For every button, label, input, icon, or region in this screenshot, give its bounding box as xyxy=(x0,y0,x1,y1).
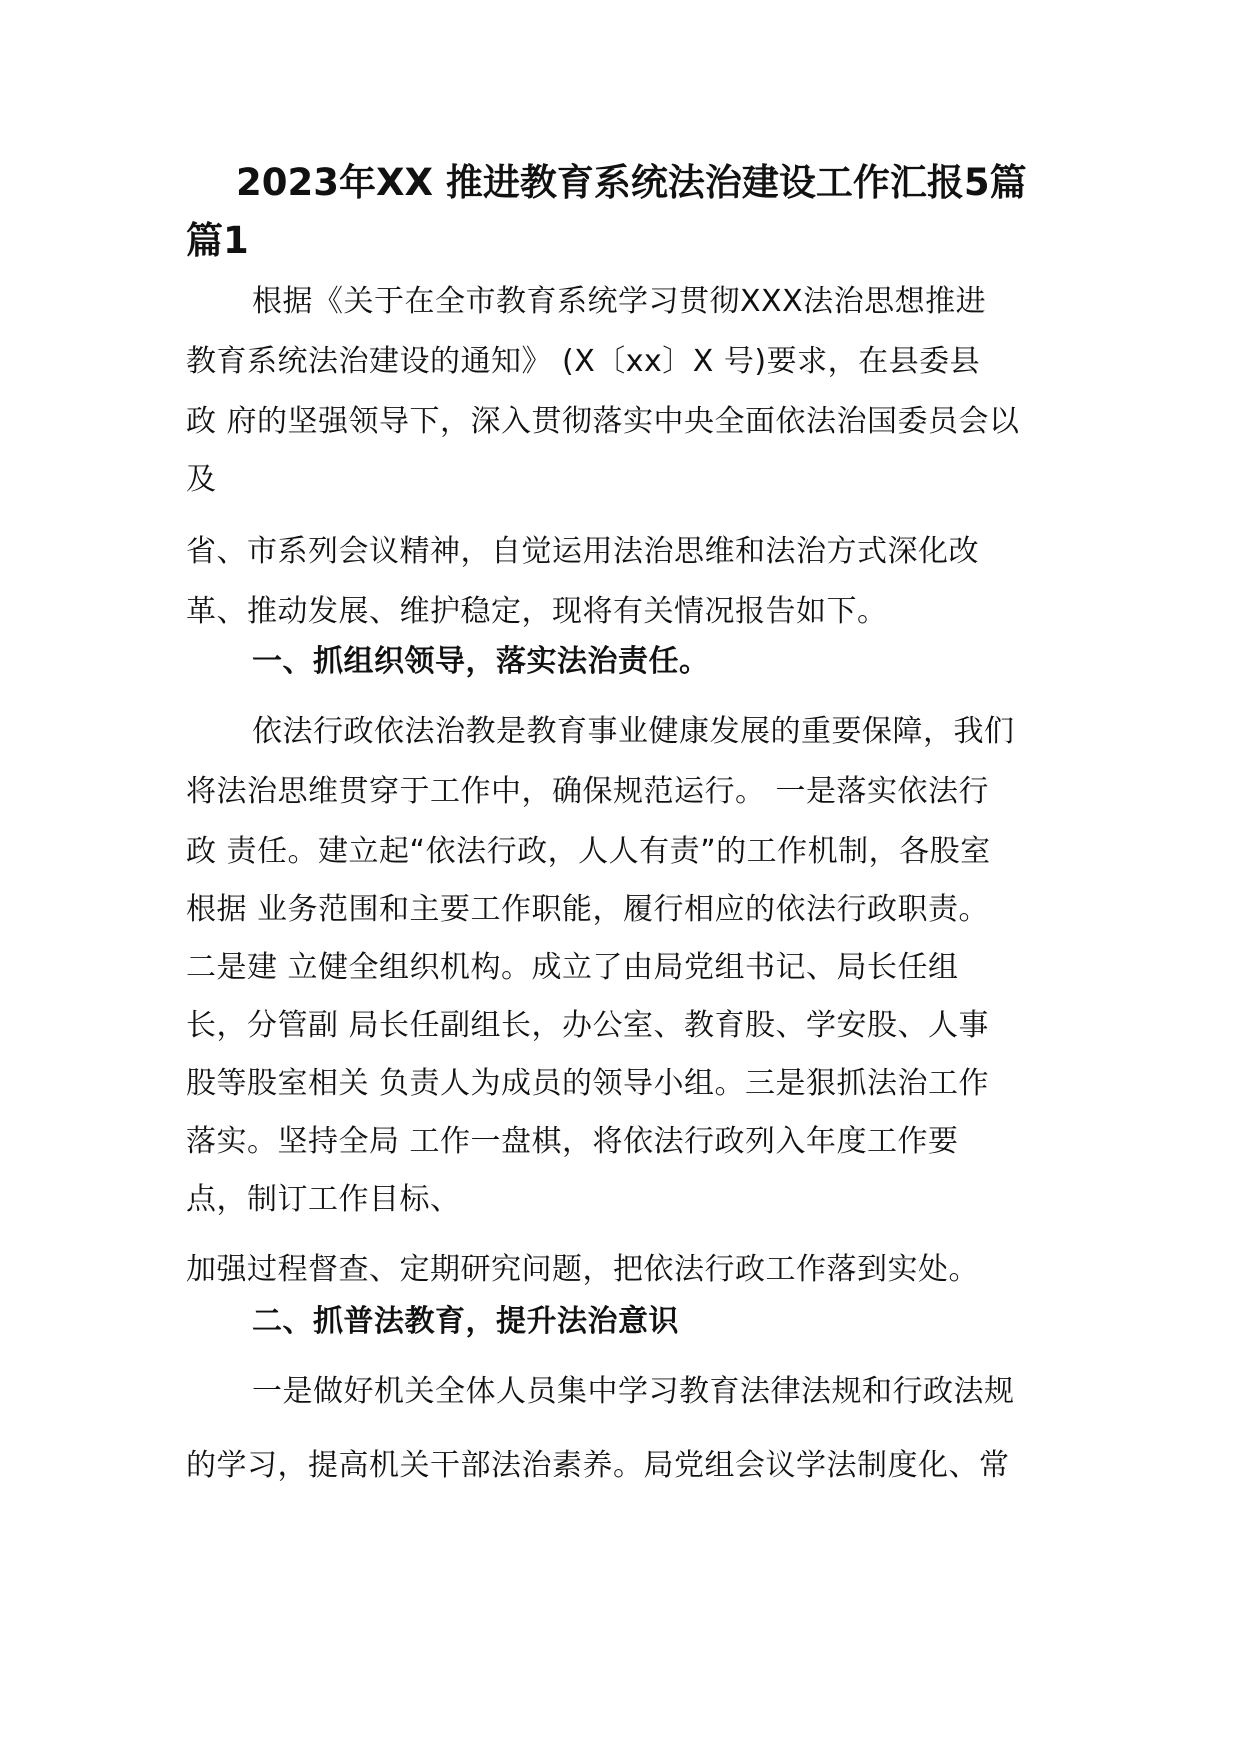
body-line-6: 革、推动发展、维护稳定，现将有关情况报告如下。 xyxy=(186,594,888,629)
body-line-1: 根据《关于在全市教育系统学习贯彻XXX法治思想推进 xyxy=(252,284,987,319)
section-label-part1: 篇1 xyxy=(186,219,249,262)
body-line-14: 股等股室相关 负责人为成员的领导小组。三是狠抓法治工作 xyxy=(186,1066,990,1101)
section-heading-1: 一、抓组织领导，落实法治责任。 xyxy=(252,644,710,679)
body-line-4: 及 xyxy=(186,462,217,497)
body-line-17: 加强过程督查、定期研究问题，把依法行政工作落到实处。 xyxy=(186,1252,979,1287)
body-line-15: 落实。坚持全局 工作一盘棋，将依法行政列入年度工作要 xyxy=(186,1124,959,1159)
body-line-16: 点，制订工作目标、 xyxy=(186,1182,461,1217)
body-line-5: 省、市系列会议精神，自觉运用法治思维和法治方式深化改 xyxy=(186,534,979,569)
body-line-2: 教育系统法治建设的通知》 (X〔xx〕X 号)要求，在县委县 xyxy=(186,344,981,379)
body-line-10: 政 责任。建立起“依法行政，人人有责”的工作机制，各股室 xyxy=(186,834,991,869)
body-line-19: 一是做好机关全体人员集中学习教育法律法规和行政法规 xyxy=(252,1374,1015,1409)
body-line-11: 根据 业务范围和主要工作职能，履行相应的依法行政职责。 xyxy=(186,892,990,927)
body-line-13: 长，分管副 局长任副组长，办公室、教育股、学安股、人事 xyxy=(186,1008,990,1043)
body-line-12: 二是建 立健全组织机构。成立了由局党组书记、局长任组 xyxy=(186,950,959,985)
section-heading-2: 二、抓普法教育，提升法治意识 xyxy=(252,1304,679,1339)
document-title: 2023年XX 推进教育系统法治建设工作汇报5篇 xyxy=(236,161,1027,204)
body-line-9: 将法治思维贯穿于工作中，确保规范运行。 一是落实依法行 xyxy=(186,774,990,809)
body-line-8: 依法行政依法治教是教育事业健康发展的重要保障，我们 xyxy=(252,714,1015,749)
body-line-20: 的学习，提高机关干部法治素养。局党组会议学法制度化、常 xyxy=(186,1448,1010,1483)
body-line-3: 政 府的坚强领导下，深入贯彻落实中央全面依法治国委员会以 xyxy=(186,404,1020,439)
